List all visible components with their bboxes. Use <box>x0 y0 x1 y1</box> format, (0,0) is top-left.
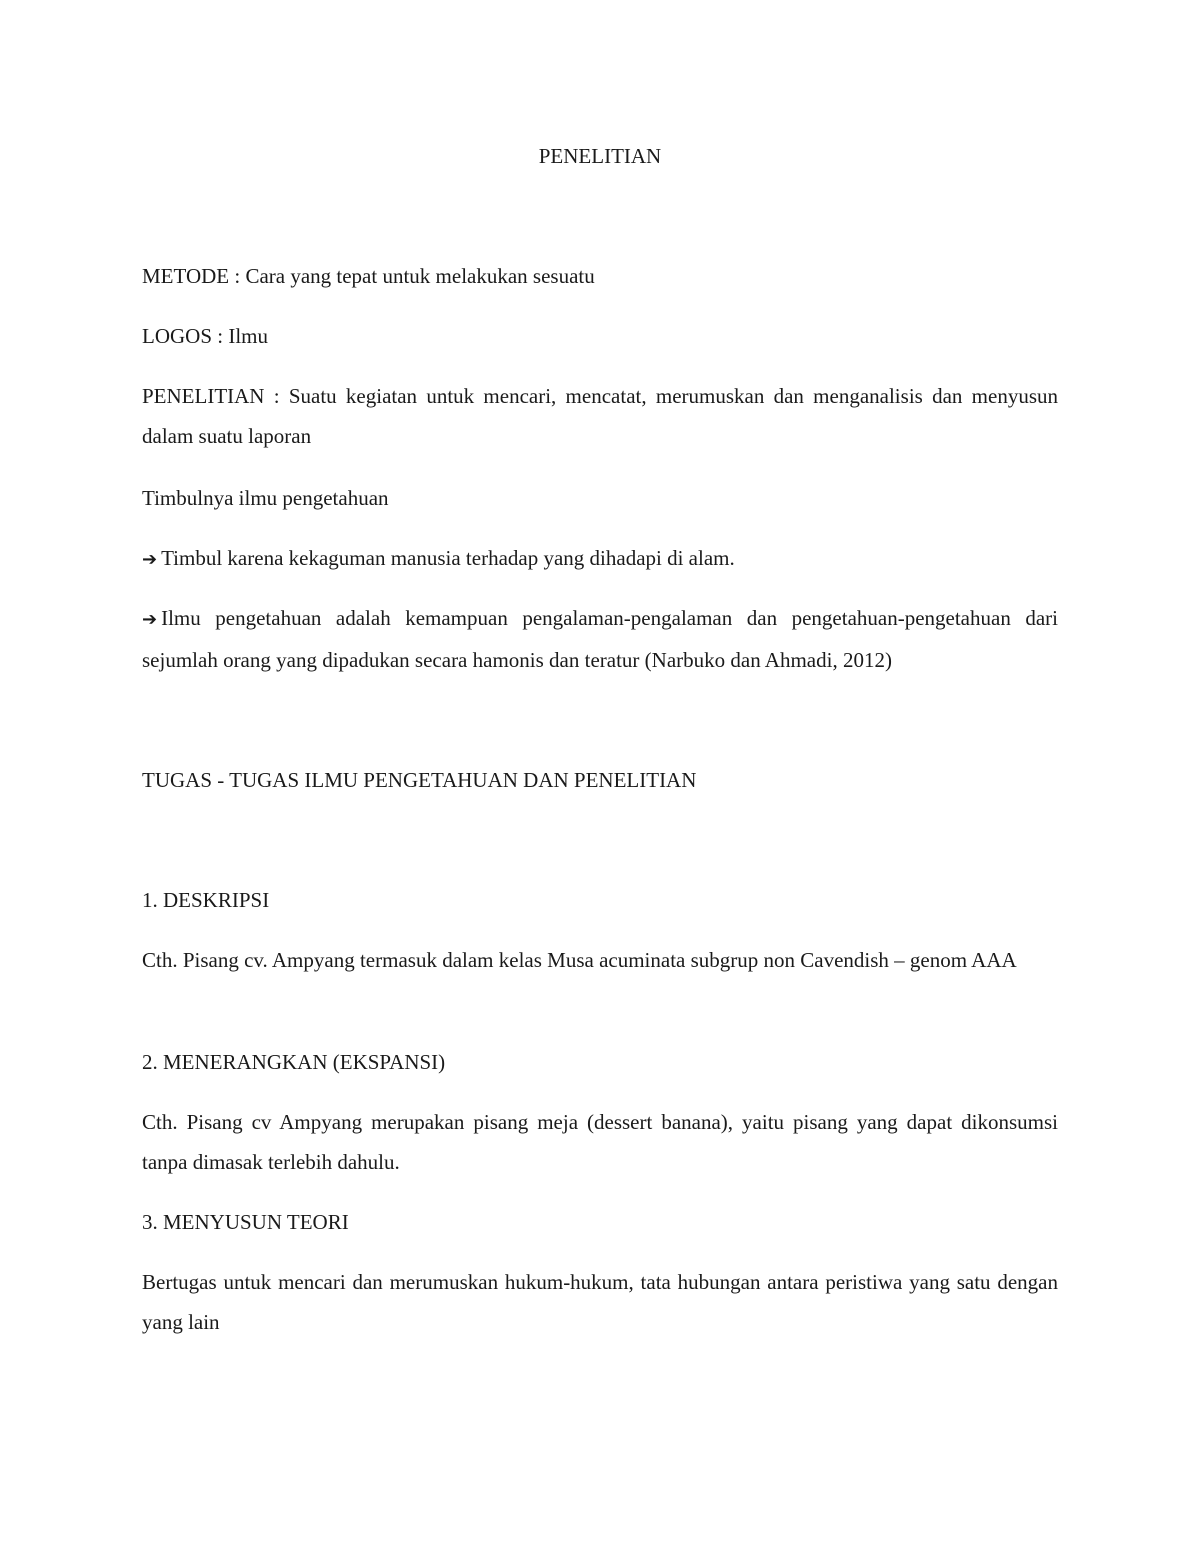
section-heading-timbulnya: Timbulnya ilmu pengetahuan <box>142 486 389 510</box>
tugas-item-text: Cth. Pisang cv Ampyang merupakan pisang meja (dessert banana), yaitu pisang yang dapat dikonsumsi tanpa dimasak terlebih dahulu. <box>142 1110 1058 1174</box>
arrow-right-icon: ➔ <box>142 549 158 570</box>
tugas-item-text: Cth. Pisang cv. Ampyang termasuk dalam kelas Musa acuminata subgrup non Cavendish – genom AAA <box>142 948 1017 972</box>
bullet-item <box>142 598 1058 680</box>
tugas-item-title: 3. MENYUSUN TEORI <box>142 1210 349 1234</box>
definition-penelitian: PENELITIAN : Suatu kegiatan untuk mencari, mencatat, merumuskan dan menganalisis dan menyusun dalam suatu laporan <box>142 384 1058 448</box>
arrow-right-icon: ➔ <box>142 609 158 630</box>
tugas-item-title: 1. DESKRIPSI <box>142 888 270 912</box>
bullet-item <box>142 538 1058 580</box>
definition-metode: METODE : Cara yang tepat untuk melakukan sesuatu <box>142 264 595 288</box>
tugas-item-text: Bertugas untuk mencari dan merumuskan hukum-hukum, tata hubungan antara peristiwa yang satu dengan yang lain <box>142 1270 1058 1334</box>
bullet-text: Ilmu pengetahuan adalah kemampuan pengalaman-pengalaman dan pengetahuan-pengetahuan dari sejumlah orang yang dipadukan secara hamonis dan teratur (Narbuko dan Ahmadi, 2012) <box>142 606 1058 672</box>
bullet-text: Timbul karena kekaguman manusia terhadap yang dihadapi di alam. <box>161 546 735 570</box>
page-title: PENELITIAN <box>538 144 662 168</box>
definition-logos: LOGOS : Ilmu <box>142 324 268 348</box>
section-heading-tugas: TUGAS - TUGAS ILMU PENGETAHUAN DAN PENELITIAN <box>142 768 697 792</box>
tugas-item-title: 2. MENERANGKAN (EKSPANSI) <box>142 1050 446 1074</box>
